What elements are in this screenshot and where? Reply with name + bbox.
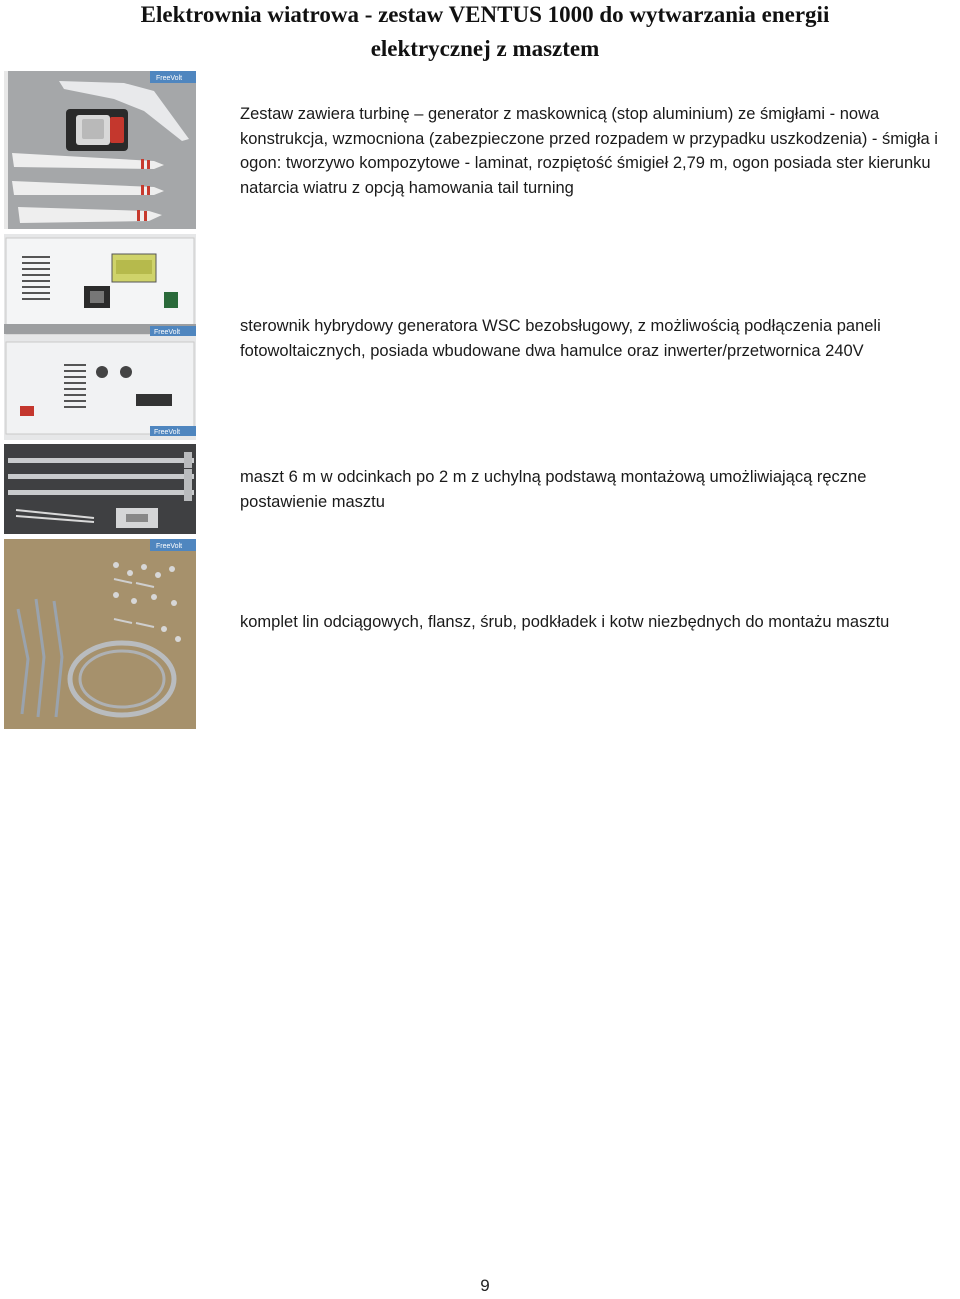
title-line-1: Elektrownia wiatrowa - zestaw VENTUS 1000 do wytwarzania energii: [140, 2, 830, 27]
item-description: komplet lin odciągowych, flansz, śrub, podkładek i kotw niezbędnych do montażu masztu: [240, 613, 890, 631]
hybrid-controller-icon: [4, 234, 196, 440]
photo-guy-wire-kit: [4, 539, 196, 729]
guy-wire-kit-icon: [4, 539, 196, 729]
item-description: sterownik hybrydowy generatora WSC bezobsługowy, z możliwością podłączenia paneli fotowoltaicznych, posiada wbudowane dwa hamulce oraz inwerter/przetwornica 240V: [240, 317, 881, 360]
photo-mast-sections: [4, 444, 196, 534]
mast-sections-icon: [4, 444, 196, 534]
photo-badge: FreeVolt: [154, 329, 181, 336]
item-description: Zestaw zawiera turbinę – generator z maskownicą (stop aluminium) ze śmigłami - nowa konstrukcja, wzmocniona (zabezpieczone przed rozpadem w przypadku uszkodzenia) - śmigła i ogon: tworzywo kompozytowe - laminat, rozpiętość śmigieł 2,79 m, ogon posiada ster kierunku natarcia wiatru z opcją hamowania tail turning: [240, 105, 938, 197]
photo-badge: FreeVolt: [156, 543, 183, 550]
turbine-blades-icon: [4, 71, 196, 229]
photo-badge: FreeVolt: [156, 75, 183, 82]
title-line-2: elektrycznej z masztem: [370, 36, 600, 61]
page-number: 9: [480, 1276, 490, 1295]
photo-turbine-blades: [4, 71, 196, 229]
item-description: maszt 6 m w odcinkach po 2 m z uchylną podstawą montażową umożliwiającą ręczne postawienie masztu: [240, 468, 867, 511]
photo-hybrid-controller: [4, 234, 196, 440]
photo-badge-2: FreeVolt: [154, 429, 181, 436]
